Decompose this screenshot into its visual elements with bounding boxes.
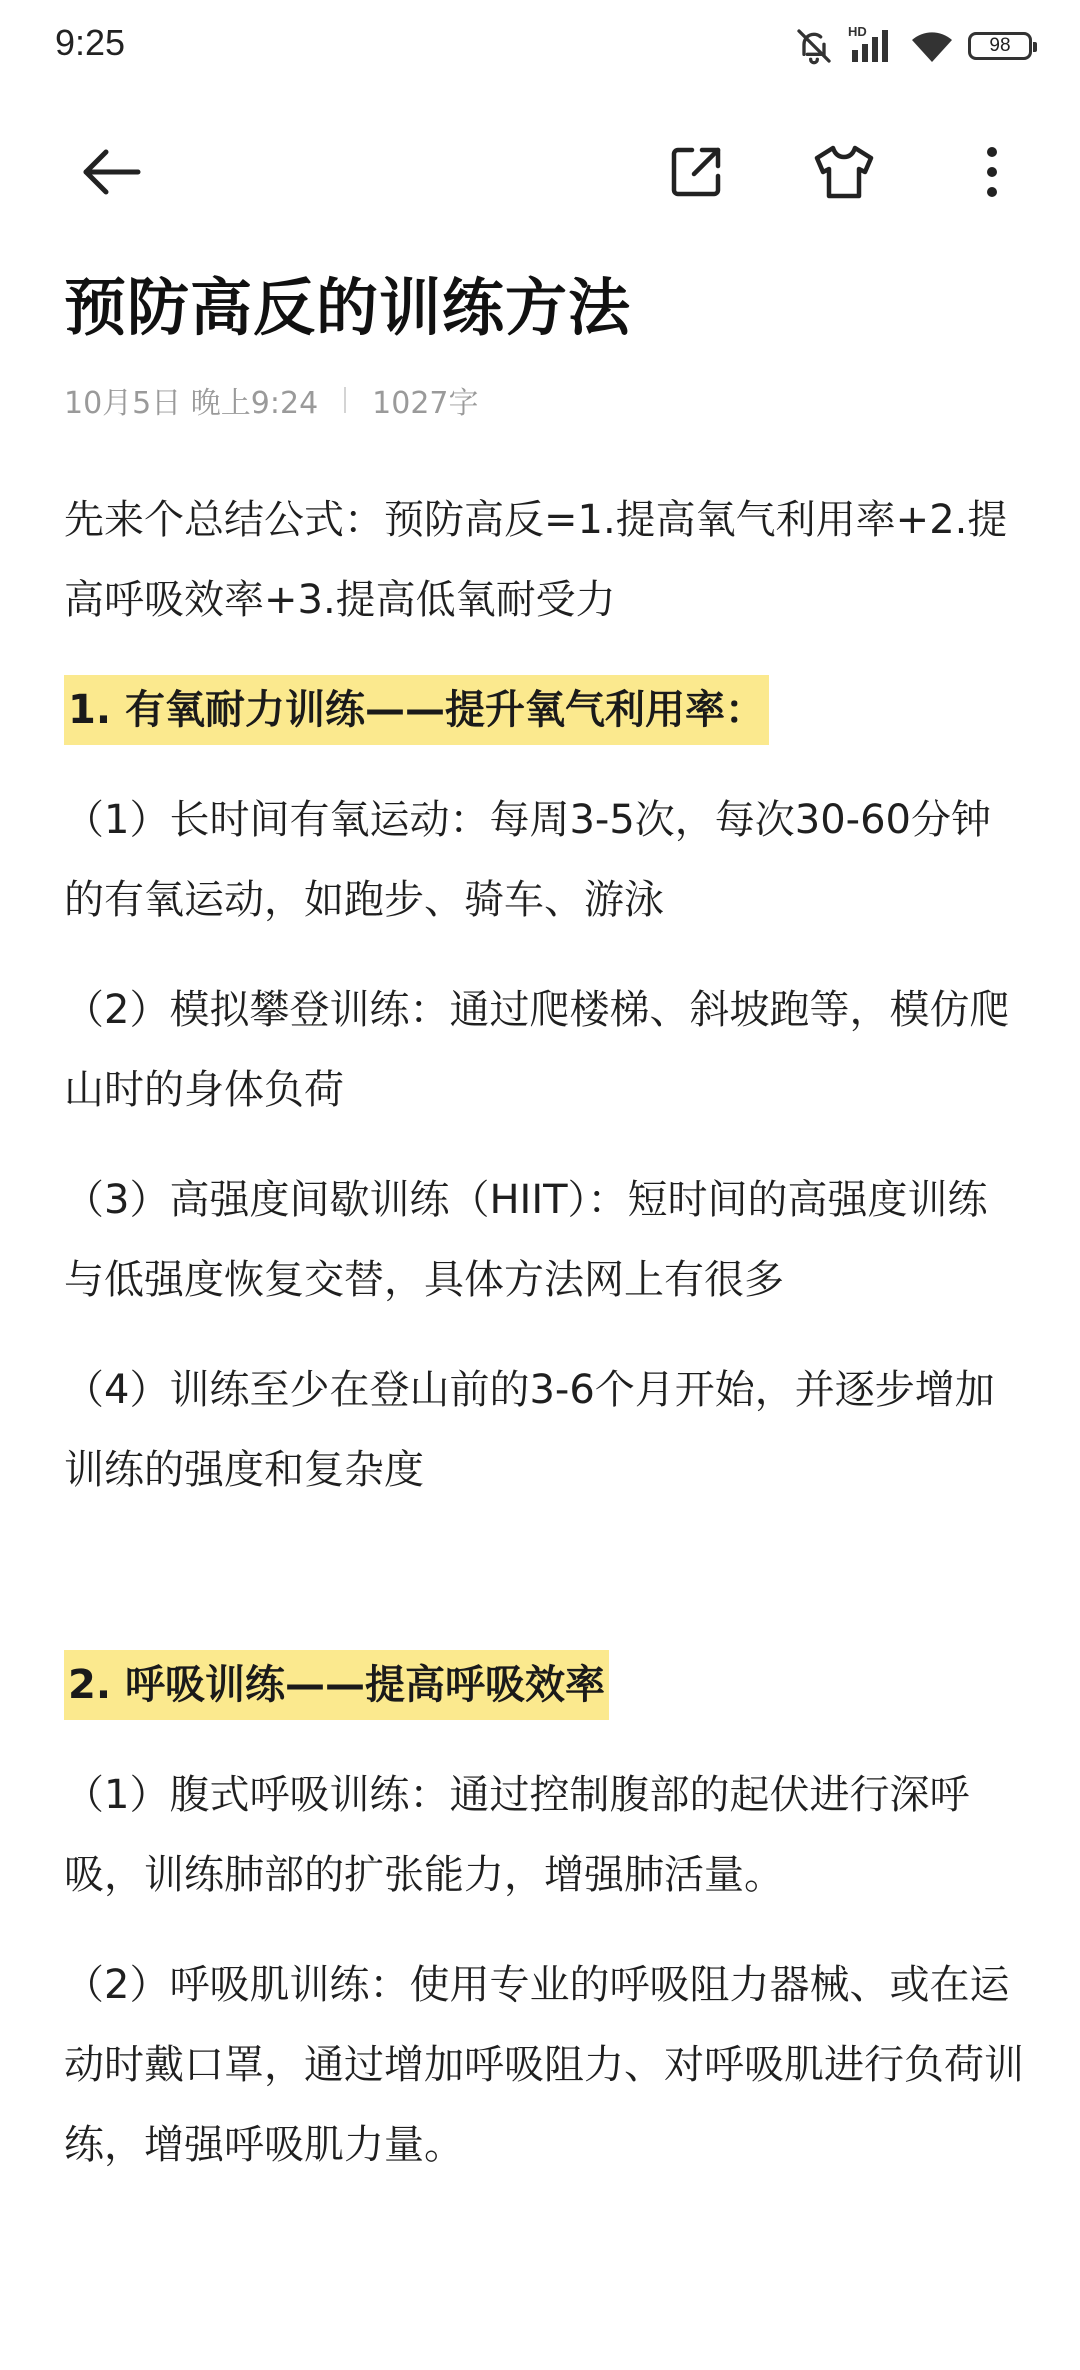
signal-icon	[848, 26, 896, 66]
list-item: （1）长时间有氧运动：每周3-5次，每次30-60分钟的有氧运动，如跑步、骑车、游泳	[64, 797, 992, 923]
meta-divider	[344, 387, 346, 413]
note-title[interactable]: 预防高反的训练方法	[64, 271, 632, 344]
list-item: （4）训练至少在登山前的3-6个月开始，并逐步增加训练的强度和复杂度	[64, 1367, 995, 1493]
note-body[interactable]	[64, 480, 1024, 2215]
share-button[interactable]	[660, 136, 732, 208]
theme-button[interactable]	[808, 136, 880, 208]
wifi-icon	[910, 28, 954, 64]
more-vertical-icon	[982, 144, 1002, 200]
back-arrow-icon	[82, 147, 142, 197]
section-heading	[64, 1645, 1024, 1725]
list-item: （3）高强度间歇训练（HIIT）：短时间的高强度训练与低强度恢复交替，具体方法网上有很多	[64, 1177, 988, 1303]
list-item: （2）呼吸肌训练：使用专业的呼吸阻力器械、或在运动时戴口罩，通过增加呼吸阻力、对呼吸肌进行负荷训练，增强呼吸肌力量。	[64, 1962, 1024, 2168]
back-button[interactable]	[76, 136, 148, 208]
note-date: 10月5日 晚上9:24	[64, 386, 319, 421]
tshirt-theme-icon	[813, 144, 875, 200]
section-heading	[64, 670, 1024, 750]
highlighted-heading-text: 1. 有氧耐力训练——提升氧气利用率：	[64, 675, 769, 745]
list-item: （2）模拟攀登训练：通过爬楼梯、斜坡跑等，模仿爬山时的身体负荷	[64, 987, 1010, 1113]
word-count: 1027字	[372, 386, 479, 421]
toolbar	[0, 120, 1080, 220]
list-item: （1）腹式呼吸训练：通过控制腹部的起伏进行深呼吸，训练肺部的扩张能力，增强肺活量。	[64, 1772, 970, 1898]
bell-muted-icon	[794, 26, 834, 66]
status-icons	[794, 22, 1032, 70]
status-bar	[0, 0, 1080, 90]
highlighted-heading-text: 2. 呼吸训练——提高呼吸效率	[64, 1650, 609, 1720]
blank-line	[64, 1540, 1024, 1645]
more-options-button[interactable]	[956, 136, 1028, 208]
note-meta	[64, 378, 479, 422]
hd-label: HD	[848, 24, 867, 39]
battery-icon: 98	[968, 32, 1032, 60]
status-time: 9:25	[55, 22, 126, 63]
share-icon	[668, 144, 724, 200]
intro-paragraph: 先来个总结公式：预防高反=1.提高氧气利用率+2.提高呼吸效率+3.提高低氧耐受力	[64, 497, 1008, 623]
